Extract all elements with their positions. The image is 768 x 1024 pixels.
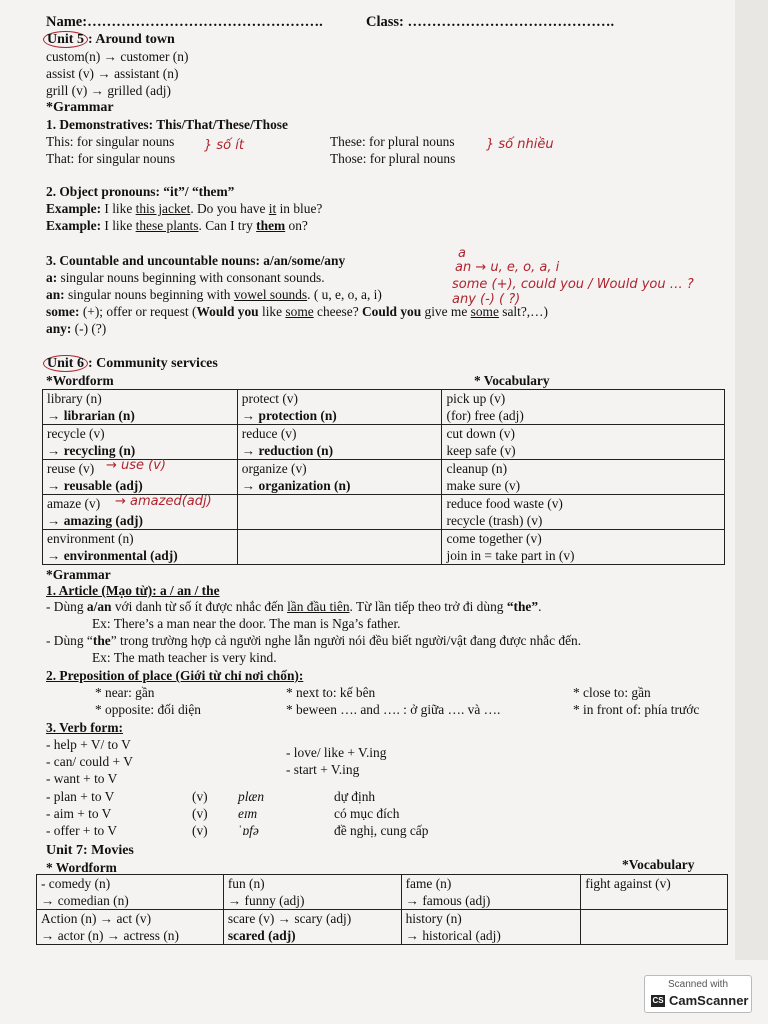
unit6-table-cell-line: → recycling (n) [47, 443, 136, 458]
verb-meaning-1: dự định [334, 789, 376, 804]
unit6-table-row [43, 390, 725, 425]
unit6-table-cell-line: recycle (v) [47, 426, 105, 441]
article-example-2: Ex: The math teacher is very kind. [92, 650, 277, 665]
scanned-with-label: Scanned with [667, 979, 729, 990]
unit7-table-row [37, 875, 728, 910]
unit6-table-cell [237, 390, 442, 425]
unit6-vocabulary-heading: * Vocabulary [474, 373, 550, 388]
verb-plan: - plan + to V [46, 789, 115, 804]
unit6-table-row [43, 530, 725, 565]
unit6-table-cell-line: protect (v) [241, 391, 298, 406]
unit7-table-cell [401, 875, 581, 910]
unit7-heading: Unit 7: Movies [46, 843, 134, 858]
demo-those: Those: for plural nouns [330, 151, 456, 166]
unit6-table-cell [237, 460, 442, 495]
unit7-table-cell-line: fight against (v) [585, 876, 671, 891]
unit6-table-cell-line: environment (n) [47, 531, 134, 546]
camscanner-logo-icon: CS [652, 996, 664, 1005]
unit6-table-cell-line [242, 512, 438, 529]
unit6-table-cell [442, 530, 725, 565]
unit6-wordform-table [42, 389, 725, 565]
prep-opposite: * opposite: đối diện [95, 702, 202, 717]
unit7-table-cell-line: fame (n) [405, 876, 452, 891]
unit7-wordform-table [36, 874, 728, 945]
unit7-table-cell-line: Action (n) → act (v) [41, 911, 152, 926]
unit6-table-cell-line: → librarian (n) [47, 408, 135, 423]
unit6-table-cell-line: cleanup (n) [446, 461, 508, 476]
unit7-table-cell [401, 910, 581, 945]
unit6-table-cell-line: → reusable (adj) [47, 478, 143, 493]
unit6-table-cell-line: → organization (n) [241, 478, 351, 493]
verb-ipa-1: plæn [238, 789, 265, 804]
handwritten-use-note: → use (v) [106, 458, 167, 473]
article-rule-2: - Dùng “the” trong trường hợp cả người nghe lẫn người nói đều biết người/vật đang được nhắc đến. [46, 633, 582, 648]
unit6-table-cell-line: keep safe (v) [446, 443, 516, 458]
countable-heading: 3. Countable and uncountable nouns: a/an/some/any [46, 253, 346, 268]
preposition-heading: 2. Preposition of place (Giới từ chỉ nơi chốn): [46, 668, 304, 683]
unit6-table-cell [237, 495, 442, 530]
unit7-table-cell-line: scare (v) → scary (adj) [227, 911, 352, 926]
unit6-grammar-heading: *Grammar [46, 567, 111, 582]
unit7-table-cell [223, 910, 401, 945]
unit6-title: : Community services [87, 356, 218, 371]
unit7-table-cell-line: → historical (adj) [405, 928, 501, 943]
object-pronouns-heading: 2. Object pronouns: “it”/ “them” [46, 184, 235, 199]
unit7-table-cell [37, 875, 224, 910]
verb-love-like: - love/ like + V.ing [286, 745, 387, 760]
prep-near: * near: gần [95, 685, 155, 700]
demo-that: That: for singular nouns [46, 151, 176, 166]
demonstratives-heading: 1. Demonstratives: This/That/These/Those [46, 117, 288, 132]
object-example-2: Example: I like these plants. Can I try them on? [46, 218, 308, 233]
verb-ipa-3: ˈɒfə [238, 823, 259, 838]
unit7-vocabulary-heading: *Vocabulary [622, 857, 695, 872]
unit7-table-cell-line: fun (n) [227, 876, 265, 891]
unit7-table-cell-line: → funny (adj) [227, 893, 305, 908]
handwritten-amazed-note: → amazed(adj) [115, 494, 212, 509]
unit5-word-1: custom(n) → customer (n) [46, 49, 189, 64]
verb-meaning-2: có mục đích [334, 806, 400, 821]
unit6-table-cell-line: library (n) [47, 391, 102, 406]
unit6-table-cell-line: pick up (v) [446, 391, 506, 406]
unit6-table-cell-line: reduce food waste (v) [446, 496, 563, 511]
handwritten-some-note: some (+), could you / Would you … ? [452, 277, 694, 292]
unit7-table-cell [581, 875, 728, 910]
handwritten-plural-note: } số nhiều [486, 137, 554, 152]
unit7-table-cell-line [585, 927, 723, 944]
unit6-table-cell [442, 460, 725, 495]
handwritten-a: a [458, 246, 466, 261]
unit6-table-cell [442, 495, 725, 530]
camscanner-badge [644, 975, 752, 1013]
verb-pos-1: (v) [192, 789, 208, 804]
handwritten-an-vowels: an → u, e, o, a, i [455, 260, 560, 275]
prep-next-to: * next to: kế bên [286, 685, 376, 700]
verb-want: - want + to V [46, 771, 118, 786]
unit6-wordform-heading: *Wordform [46, 373, 114, 388]
unit5-heading [46, 32, 175, 48]
verb-start: - start + V.ing [286, 762, 360, 777]
bleed-through-shadow [735, 0, 768, 960]
unit6-table-cell-line: (for) free (adj) [446, 408, 524, 423]
camscanner-name: CamScanner [669, 993, 749, 1008]
unit6-table-cell-line: reduce (v) [241, 426, 297, 441]
unit6-circled-label: Unit 6 [43, 355, 88, 372]
unit7-table-cell-line: history (n) [405, 911, 462, 926]
article-heading: 1. Article (Mạo từ): a / an / the [46, 583, 220, 598]
unit6-table-cell-line [242, 495, 438, 512]
demo-these: These: for plural nouns [330, 134, 455, 149]
article-example-1: Ex: There’s a man near the door. The man is Nga’s father. [92, 616, 401, 631]
unit7-table-cell-line: - comedy (n) [41, 876, 111, 891]
unit7-table-cell-line: → actor (n) → actress (n) [41, 928, 179, 943]
verb-pos-3: (v) [192, 823, 208, 838]
verb-meaning-3: đề nghị, cung cấp [334, 823, 429, 838]
handwritten-any-note: any (-) ( ?) [452, 292, 521, 307]
unit6-table-cell-line: → amazing (adj) [47, 513, 143, 528]
unit7-table-cell-line [585, 892, 723, 909]
unit6-table-cell-line: join in = take part in (v) [446, 548, 575, 563]
unit7-table-cell-line: scared (adj) [227, 928, 296, 943]
unit6-table-cell [442, 390, 725, 425]
unit6-table-cell-line: organize (v) [241, 461, 307, 476]
unit6-table-cell [43, 425, 238, 460]
prep-close-to: * close to: gần [573, 685, 651, 700]
unit6-table-cell-line: → reduction (n) [241, 443, 334, 458]
class-field-label: Class: ……………………………………. [366, 14, 615, 30]
some-line: some: (+); offer or request (Would you like some cheese? Could you give me some salt?,…) [46, 304, 548, 319]
unit6-heading [46, 356, 218, 372]
unit6-table-cell-line: cut down (v) [446, 426, 515, 441]
prep-between: * beween …. and …. : ở giữa …. và …. [286, 702, 501, 717]
object-example-1: Example: I like this jacket. Do you have it in blue? [46, 201, 323, 216]
unit7-table-cell [223, 875, 401, 910]
unit6-table-cell-line: reuse (v) [47, 461, 95, 476]
unit7-table-cell-line: → famous (adj) [405, 893, 491, 908]
unit5-title: : Around town [87, 32, 175, 47]
verb-can-could: - can/ could + V [46, 754, 133, 769]
any-line: any: (-) (?) [46, 321, 107, 336]
unit6-table-cell-line: recycle (trash) (v) [446, 513, 543, 528]
unit6-table-cell-line: → protection (n) [241, 408, 337, 423]
unit6-table-cell [43, 530, 238, 565]
verb-offer: - offer + to V [46, 823, 118, 838]
unit6-table-cell-line: → environmental (adj) [47, 548, 178, 563]
unit6-table-cell-line: come together (v) [446, 531, 542, 546]
unit6-table-cell-line: make sure (v) [446, 478, 521, 493]
unit6-table-cell-line [242, 530, 438, 547]
unit6-table-row [43, 425, 725, 460]
prep-in-front-of: * in front of: phía trước [573, 702, 700, 717]
demo-this: This: for singular nouns [46, 134, 175, 149]
verb-pos-2: (v) [192, 806, 208, 821]
unit7-table-row [37, 910, 728, 945]
unit5-word-3: grill (v) → grilled (adj) [46, 83, 171, 98]
verb-ipa-2: eɪm [238, 806, 258, 821]
verb-help: - help + V/ to V [46, 737, 131, 752]
unit6-table-cell-line: amaze (v) [47, 496, 101, 511]
unit6-table-cell [237, 425, 442, 460]
unit7-table-cell [37, 910, 224, 945]
unit7-wordform-heading: * Wordform [46, 860, 117, 875]
verb-form-heading: 3. Verb form: [46, 720, 123, 735]
handwritten-singular-note: } số ít [204, 138, 244, 153]
unit7-table-cell-line [585, 910, 723, 927]
article-rule-1: - Dùng a/an với danh từ số ít được nhắc đến lần đầu tiên. Từ lần tiếp theo trở đi dùng “the”. [46, 599, 542, 614]
unit7-table-cell [581, 910, 728, 945]
unit7-table-cell-line: → comedian (n) [41, 893, 129, 908]
verb-aim: - aim + to V [46, 806, 112, 821]
name-field-label: Name:…………………………………………. [46, 14, 323, 30]
unit5-grammar-heading: *Grammar [46, 100, 114, 115]
unit6-table-cell [237, 530, 442, 565]
unit6-table-cell [442, 425, 725, 460]
article-a-line: a: singular nouns beginning with consonant sounds. [46, 270, 325, 285]
article-an-line: an: singular nouns beginning with vowel sounds. ( u, e, o, a, i) [46, 287, 382, 302]
unit6-table-cell-line [242, 547, 438, 564]
unit5-circled-label: Unit 5 [43, 31, 88, 48]
unit6-table-cell [43, 390, 238, 425]
unit5-word-2: assist (v) → assistant (n) [46, 66, 179, 81]
